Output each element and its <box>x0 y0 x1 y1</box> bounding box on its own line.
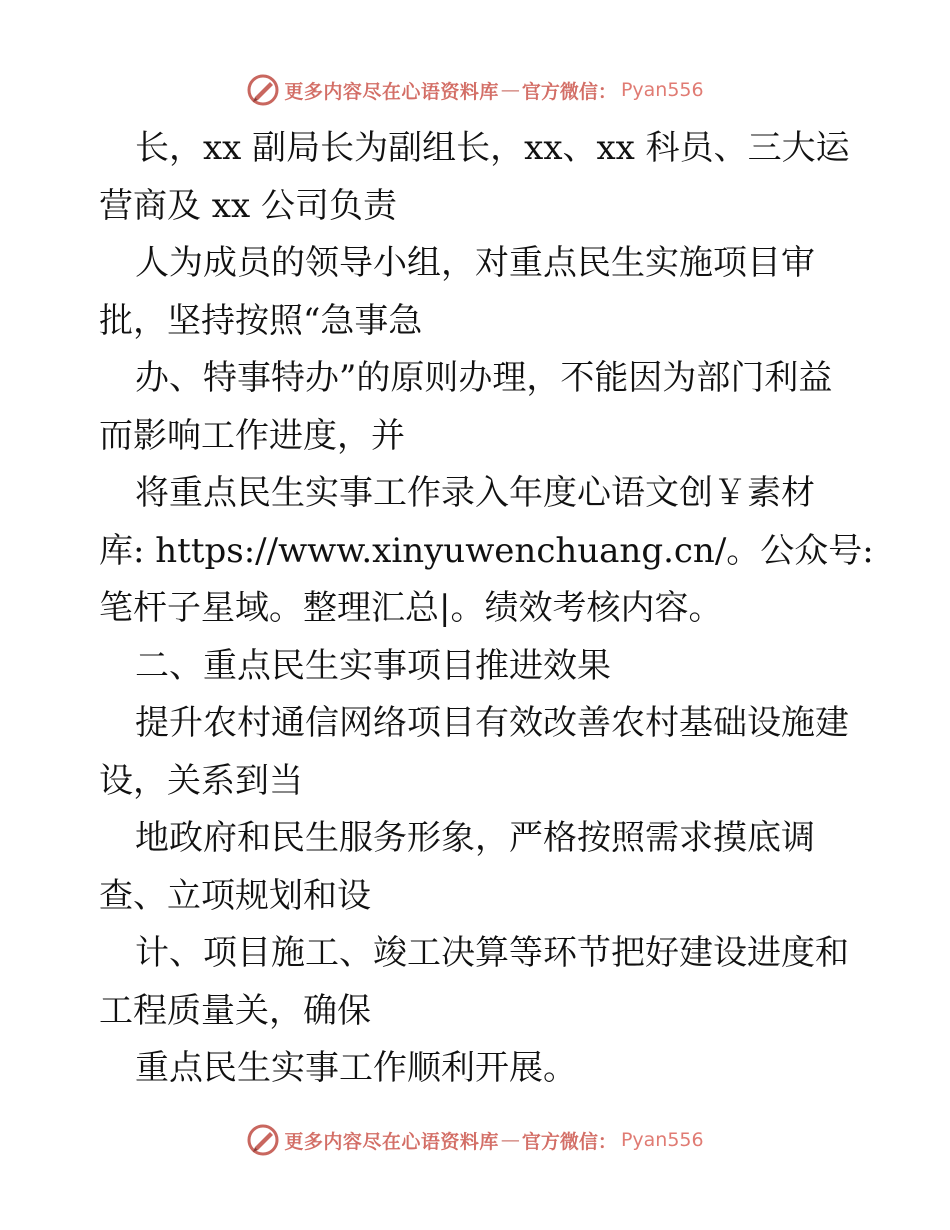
text-line: 笔杆子星域。整理汇总|。绩效考核内容。 <box>99 588 723 628</box>
text-line: 地政府和民生服务形象，严格按照需求摸底调 <box>135 818 815 858</box>
pen-logo-icon <box>246 1123 280 1157</box>
document-body <box>99 120 874 1098</box>
text-line: 人为成员的领导小组，对重点民生实施项目审 <box>135 243 815 283</box>
text-line: 重点民生实事工作顺利开展。 <box>135 1048 577 1088</box>
text-line: 库: https://www.xinyuwenchuang.cn/。公众号: <box>99 530 874 571</box>
banner-dash: — <box>500 79 520 101</box>
banner-dash: — <box>500 1129 520 1151</box>
text-line: 查、立项规划和设 <box>99 875 371 916</box>
banner-wechat-id: Pyan556 <box>620 79 704 101</box>
text-line: 办、特事特办”的原则办理，不能因为部门利益 <box>135 358 833 398</box>
banner-wechat-label: 官方微信： <box>521 80 617 103</box>
text-line: 而影响工作进度，并 <box>99 415 405 456</box>
footer-banner <box>0 1120 950 1160</box>
text-line: 长，xx 副局长为副组长，xx、xx 科员、三大运 <box>135 128 850 168</box>
text-line: 计、项目施工、竣工决算等环节把好建设进度和 <box>135 933 849 973</box>
banner-site-text: 更多内容尽在心语资料库 <box>284 80 499 103</box>
text-line: 工程质量关，确保 <box>99 990 371 1031</box>
text-line: 营商及 xx 公司负责 <box>99 185 397 226</box>
text-line: 设，关系到当 <box>99 760 303 801</box>
text-line: 将重点民生实事工作录入年度心语文创￥素材 <box>135 473 815 513</box>
banner-wechat-label: 官方微信： <box>521 1130 617 1153</box>
pen-logo-icon <box>246 73 280 107</box>
text-line: 批，坚持按照“急事急 <box>99 300 423 341</box>
text-line: 提升农村通信网络项目有效改善农村基础设施建 <box>135 703 849 743</box>
header-banner <box>0 70 950 110</box>
banner-wechat-id: Pyan556 <box>620 1129 704 1151</box>
section-heading: 二、重点民生实事项目推进效果 <box>135 645 611 686</box>
banner-site-text: 更多内容尽在心语资料库 <box>284 1130 499 1153</box>
